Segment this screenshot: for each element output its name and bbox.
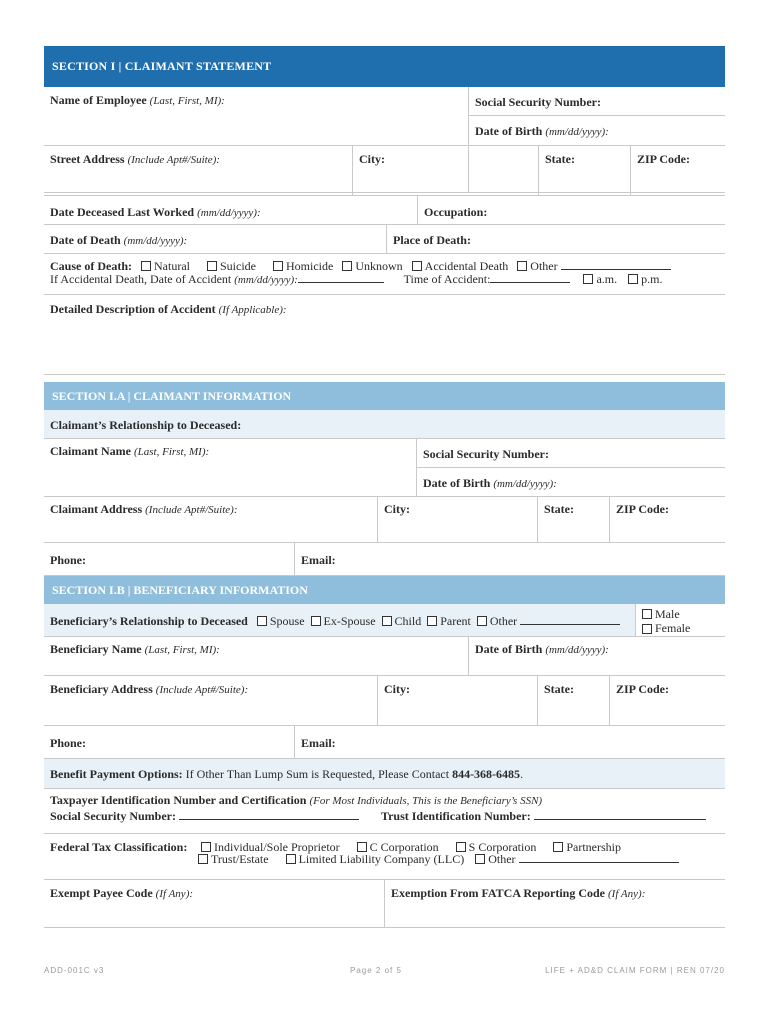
last-worked-label: Date Deceased Last Worked — [50, 205, 195, 219]
beneficiary-dob-label: Date of Birth — [475, 642, 543, 656]
cause-unknown-label: Unknown — [355, 259, 403, 273]
beneficiary-email-field[interactable] — [294, 726, 725, 758]
cause-other-label: Other — [530, 259, 558, 273]
tax-class-label: Federal Tax Classification: — [50, 840, 188, 854]
claimant-email-field[interactable] — [294, 543, 725, 575]
rel-spouse-checkbox[interactable] — [257, 616, 267, 626]
claimant-name-row — [44, 439, 725, 497]
tin-inputs — [44, 809, 725, 829]
tax-individual-label: Individual/Sole Proprietor — [214, 840, 340, 854]
cause-of-death-row — [44, 254, 725, 295]
tax-scorp-label: S Corporation — [468, 840, 537, 854]
payment-options-label: Benefit Payment Options: — [50, 767, 183, 781]
rel-other-label: Other — [489, 614, 518, 628]
gender-field — [635, 604, 725, 636]
tax-trust-checkbox[interactable] — [198, 854, 208, 864]
employee-zip-label: ZIP Code: — [637, 152, 691, 166]
female-label: Female — [655, 621, 691, 636]
beneficiary-address-field[interactable] — [44, 676, 377, 725]
beneficiary-dob-hint: (mm/dd/yyyy): — [545, 644, 609, 656]
employee-address-row — [44, 145, 725, 196]
accident-time-label: Time of Accident: — [403, 272, 491, 286]
tax-trust-label: Trust/Estate — [211, 852, 269, 866]
tax-other-checkbox[interactable] — [475, 854, 485, 864]
tax-other-input[interactable] — [519, 852, 679, 863]
beneficiary-city-label: City: — [384, 682, 410, 696]
occupation-field[interactable] — [417, 196, 725, 224]
employee-zip-field[interactable] — [630, 146, 725, 195]
claimant-relationship-row — [44, 410, 725, 439]
cause-accidental-checkbox[interactable] — [412, 261, 422, 271]
exempt-row — [44, 880, 725, 928]
beneficiary-email-label: Email: — [301, 736, 336, 750]
claimant-phone-label: Phone: — [50, 553, 86, 567]
claimant-zip-label: ZIP Code: — [616, 502, 670, 516]
cause-homicide-label: Homicide — [285, 259, 334, 273]
trust-id-input[interactable] — [534, 809, 706, 820]
employee-dob-field[interactable] — [469, 116, 725, 145]
female-checkbox[interactable] — [642, 624, 652, 634]
beneficiary-zip-label: ZIP Code: — [616, 682, 670, 696]
accident-date-input[interactable] — [298, 272, 384, 283]
claimant-name-hint: (Last, First, MI): — [134, 446, 210, 458]
rel-other-input[interactable] — [520, 614, 620, 625]
claimant-state-field[interactable] — [537, 497, 609, 542]
accident-time-input[interactable] — [490, 272, 570, 283]
rel-child-label: Child — [394, 614, 422, 628]
am-checkbox[interactable] — [583, 274, 593, 284]
fatca-field[interactable] — [384, 880, 725, 927]
beneficiary-relationship-label: Beneficiary’s Relationship to Deceased — [50, 614, 248, 628]
claimant-relationship-label: Claimant’s Relationship to Deceased: — [50, 418, 242, 432]
description-row — [44, 295, 725, 375]
tax-partnership-label: Partnership — [566, 840, 621, 854]
tax-scorp-checkbox[interactable] — [456, 842, 466, 852]
rel-child-checkbox[interactable] — [382, 616, 392, 626]
claimant-dob-field[interactable] — [417, 468, 725, 496]
accident-date-label: If Accidental Death, Date of Accident — [50, 272, 232, 286]
beneficiary-name-label: Beneficiary Name — [50, 642, 142, 656]
beneficiary-address-hint: (Include Apt#/Suite): — [155, 684, 249, 696]
description-hint: (If Applicable): — [218, 304, 287, 316]
trust-id-label: Trust Identification Number: — [380, 809, 531, 823]
claimant-city-label: City: — [384, 502, 410, 516]
employee-city-field[interactable] — [352, 146, 538, 195]
employee-street-field[interactable] — [44, 146, 352, 195]
work-occupation-row — [44, 196, 725, 225]
claimant-ssn-field[interactable] — [417, 439, 725, 468]
claimant-address-hint: (Include Apt#/Suite): — [145, 504, 238, 516]
beneficiary-address-row — [44, 676, 725, 726]
rel-exspouse-checkbox[interactable] — [311, 616, 321, 626]
payment-period: . — [520, 767, 524, 781]
tin-ssn-label: Social Security Number: — [50, 809, 176, 823]
payment-options-note: If Other Than Lump Sum is Requested, Please Contact — [185, 767, 450, 781]
tax-individual-checkbox[interactable] — [201, 842, 211, 852]
rel-parent-label: Parent — [440, 614, 471, 628]
rel-exspouse-label: Ex-Spouse — [323, 614, 376, 628]
beneficiary-state-label: State: — [544, 682, 574, 696]
tin-row — [44, 789, 725, 834]
claimant-zip-field[interactable] — [609, 497, 725, 542]
employee-city-label: City: — [359, 152, 385, 166]
male-checkbox[interactable] — [642, 609, 652, 619]
claimant-name-field[interactable] — [44, 439, 416, 496]
beneficiary-phone-field[interactable] — [44, 726, 294, 758]
claimant-email-label: Email: — [301, 553, 336, 567]
tin-hint: (For Most Individuals, This is the Beneficiary’s SSN) — [309, 795, 543, 807]
description-field[interactable] — [44, 295, 725, 374]
place-of-death-label: Place of Death: — [393, 233, 471, 247]
employee-name-hint: (Last, First, MI): — [149, 95, 225, 107]
beneficiary-name-hint: (Last, First, MI): — [144, 644, 220, 656]
beneficiary-dob-field[interactable] — [468, 637, 725, 675]
accident-date-hint: (mm/dd/yyyy): — [234, 274, 298, 286]
footer-form-name: LIFE + AD&D CLAIM FORM | REN 07/20 — [545, 966, 725, 975]
tax-llc-checkbox[interactable] — [286, 854, 296, 864]
employee-street-label: Street Address — [50, 152, 125, 166]
claim-form — [44, 46, 725, 928]
pm-label: p.m. — [641, 272, 663, 286]
employee-name-label: Name of Employee — [50, 93, 147, 107]
description-label: Detailed Description of Accident — [50, 302, 216, 316]
employee-state-label: State: — [545, 152, 575, 166]
claimant-id-block — [416, 439, 725, 496]
payment-phone: 844-368-6485 — [452, 767, 521, 781]
claimant-ssn-label: Social Security Number: — [423, 447, 549, 461]
claimant-dob-label: Date of Birth — [423, 475, 491, 490]
claimant-phone-field[interactable] — [44, 543, 294, 575]
tax-partnership-checkbox[interactable] — [553, 842, 563, 852]
beneficiary-contact-row — [44, 726, 725, 759]
place-of-death-field[interactable] — [386, 225, 725, 253]
employee-dob-hint: (mm/dd/yyyy): — [545, 126, 609, 138]
tax-class-line-2 — [44, 852, 725, 870]
tax-llc-label: Limited Liability Company (LLC) — [298, 852, 465, 866]
footer-form-id: ADD-001C v3 — [44, 966, 105, 975]
claimant-address-row — [44, 497, 725, 543]
occupation-label: Occupation: — [424, 205, 488, 219]
payment-options-text — [44, 759, 725, 788]
employee-street-hint: (Include Apt#/Suite): — [127, 154, 220, 166]
exempt-payee-label: Exempt Payee Code — [50, 886, 153, 900]
last-worked-hint: (mm/dd/yyyy): — [197, 207, 261, 219]
claimant-relationship-field[interactable] — [44, 410, 725, 438]
beneficiary-zip-field[interactable] — [609, 676, 725, 725]
claimant-dob-hint: (mm/dd/yyyy): — [493, 477, 557, 490]
exempt-payee-field[interactable] — [44, 880, 384, 927]
date-of-death-hint: (mm/dd/yyyy): — [123, 235, 188, 247]
cause-suicide-checkbox[interactable] — [207, 261, 217, 271]
claimant-state-label: State: — [544, 502, 574, 516]
claimant-contact-row — [44, 543, 725, 576]
accident-line — [44, 272, 725, 290]
cause-unknown-checkbox[interactable] — [342, 261, 352, 271]
cause-label: Cause of Death: — [50, 259, 132, 273]
beneficiary-name-field[interactable] — [44, 637, 468, 675]
tin-ssn-input[interactable] — [179, 809, 359, 820]
tin-label: Taxpayer Identification Number and Certification — [50, 793, 307, 807]
last-worked-field[interactable] — [44, 196, 417, 224]
cause-natural-label: Natural — [154, 259, 190, 273]
claimant-address-label: Claimant Address — [50, 502, 143, 516]
death-row — [44, 225, 725, 254]
tax-ccorp-label: C Corporation — [369, 840, 439, 854]
tax-class-row — [44, 834, 725, 880]
footer-page-number: Page 2 of 5 — [350, 966, 402, 975]
employee-state-field[interactable] — [538, 146, 630, 195]
rel-spouse-label: Spouse — [269, 614, 305, 628]
claimant-address-field[interactable] — [44, 497, 377, 542]
cause-line — [44, 254, 725, 272]
rel-other-checkbox[interactable] — [477, 616, 487, 626]
exempt-payee-hint: (If Any): — [155, 888, 194, 900]
tax-ccorp-checkbox[interactable] — [357, 842, 367, 852]
fatca-label: Exemption From FATCA Reporting Code — [391, 886, 605, 900]
beneficiary-state-field[interactable] — [537, 676, 609, 725]
cause-other-input[interactable] — [561, 259, 671, 270]
tin-heading — [44, 789, 725, 809]
employee-dob-label: Date of Birth — [475, 124, 543, 138]
cause-suicide-label: Suicide — [219, 259, 256, 273]
fatca-hint: (If Any): — [608, 888, 646, 900]
beneficiary-city-field[interactable] — [377, 676, 537, 725]
rel-parent-checkbox[interactable] — [427, 616, 437, 626]
cause-other-checkbox[interactable] — [517, 261, 527, 271]
page-footer — [44, 966, 725, 978]
am-label: a.m. — [596, 272, 618, 286]
beneficiary-address-label: Beneficiary Address — [50, 682, 153, 696]
beneficiary-relationship-field — [44, 604, 635, 636]
male-label: Male — [655, 607, 680, 621]
tax-other-label: Other — [488, 852, 516, 866]
cause-natural-checkbox[interactable] — [141, 261, 151, 271]
claimant-city-field[interactable] — [377, 497, 537, 542]
date-of-death-field[interactable] — [44, 225, 386, 253]
section-1b-header: SECTION I.B | BENEFICIARY INFORMATION — [44, 576, 725, 604]
beneficiary-phone-label: Phone: — [50, 736, 86, 750]
payment-options-row — [44, 759, 725, 789]
employee-ssn-field[interactable] — [469, 87, 725, 116]
employee-ssn-label: Social Security Number: — [475, 95, 601, 109]
section-1a-header: SECTION I.A | CLAIMANT INFORMATION — [44, 382, 725, 410]
beneficiary-relationship-row — [44, 604, 725, 637]
section-1-header: SECTION I | CLAIMANT STATEMENT — [44, 46, 725, 87]
pm-checkbox[interactable] — [628, 274, 638, 284]
tax-class-line-1 — [44, 834, 725, 852]
cause-accidental-label: Accidental Death — [424, 259, 509, 273]
beneficiary-name-row — [44, 637, 725, 676]
cause-homicide-checkbox[interactable] — [273, 261, 283, 271]
date-of-death-label: Date of Death — [50, 233, 121, 247]
claimant-name-label: Claimant Name — [50, 444, 131, 458]
